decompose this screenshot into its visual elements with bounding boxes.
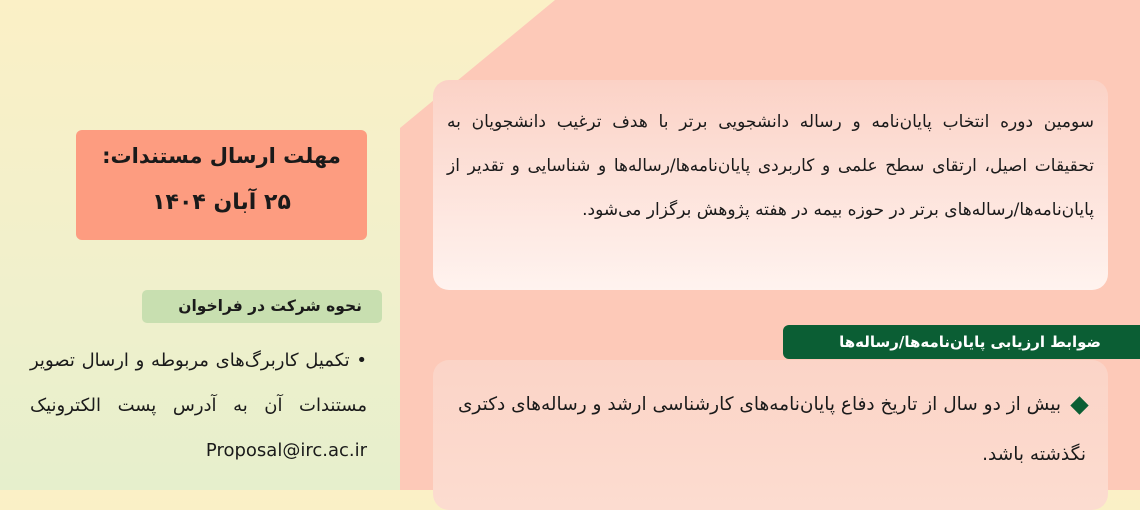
criteria-title: ضوابط ارزیابی پایان‌نامه‌ها/رساله‌ها: [783, 325, 1140, 359]
deadline-title: مهلت ارسال مستندات:: [102, 144, 341, 168]
intro-card: [433, 80, 1108, 290]
howto-title: نحوه شرکت در فراخوان: [142, 290, 382, 323]
deadline-box: [76, 130, 367, 240]
diamond-bullet-icon: [1070, 396, 1088, 414]
criteria-item-text: بیش از دو سال از تاریخ دفاع پایان‌نامه‌های کارشناسی ارشد و رساله‌های دکتری نگذشته باشد.: [457, 394, 1086, 465]
email-link[interactable]: Proposal@irc.ac.ir: [205, 440, 367, 461]
criteria-card: [433, 360, 1108, 510]
criteria-item: [447, 380, 1086, 480]
howto-bullet: • تکمیل کاربرگ‌های مربوطه و ارسال تصویر مستندات آن به آدرس پست الکترونیک: [30, 350, 367, 416]
deadline-date: ۲۵ آبان ۱۴۰۴: [152, 190, 291, 215]
howto-text: [30, 338, 367, 473]
intro-text: سومین دوره انتخاب پایان‌نامه و رساله دانشجویی برتر با هدف ترغیب دانشجویان به تحقیقات اصیل، ارتقای سطح علمی و کاربردی پایان‌نامه‌ها/رساله‌ها و شناسایی و تقدیر از پایان‌نامه‌ها/رساله‌های برتر در حوزه بیمه در هفته پژوهش برگزار می‌شود.: [447, 112, 1094, 220]
